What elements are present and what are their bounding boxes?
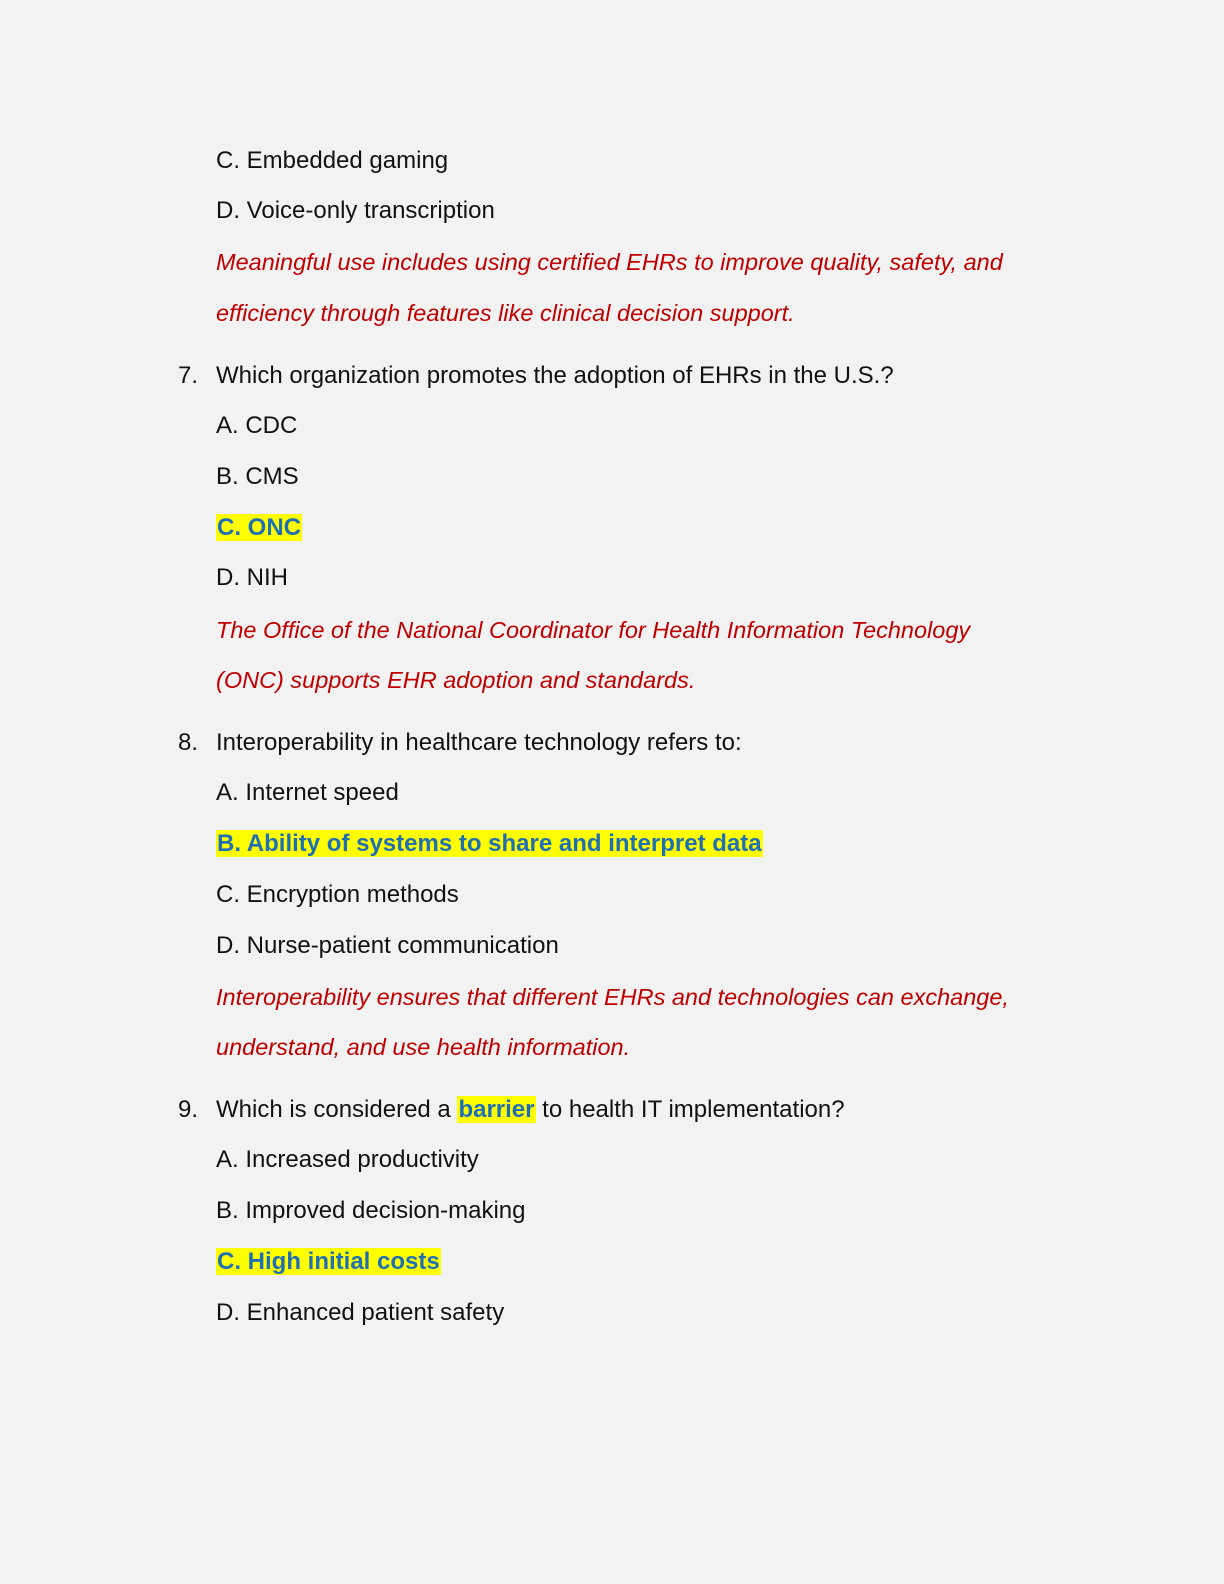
q7-question: Which organization promotes the adoption of EHRs in the U.S.? — [216, 362, 894, 389]
q9-option-a: A. Increased productivity — [216, 1146, 479, 1173]
q9-question — [216, 1094, 845, 1126]
q9-option-c-correct — [216, 1246, 441, 1278]
q9-option-b: B. Improved decision-making — [216, 1197, 526, 1224]
q9-question-highlight: barrier — [458, 1096, 535, 1123]
q7-explanation-line-1: The Office of the National Coordinator for Health Information Technology — [216, 617, 971, 643]
q8-number: 8. — [178, 729, 199, 756]
q8-explanation-line-2: understand, and use health information. — [216, 1034, 631, 1060]
q9-question-before: Which is considered a — [216, 1096, 451, 1123]
q9-number: 9. — [178, 1096, 199, 1123]
q9-correct-answer-highlight: C. High initial costs — [217, 1248, 440, 1275]
q7-number: 7. — [178, 362, 199, 389]
q8-option-b-correct — [216, 828, 763, 860]
q6-explanation-line-1: Meaningful use includes using certified EHRs to improve quality, safety, and — [216, 249, 1003, 275]
q7-option-b: B. CMS — [216, 463, 299, 490]
q8-explanation-line-1: Interoperability ensures that different EHRs and technologies can exchange, — [216, 984, 1009, 1010]
q9-question-after: to health IT implementation? — [542, 1096, 845, 1123]
q8-option-a: A. Internet speed — [216, 779, 399, 806]
q7-option-a: A. CDC — [216, 412, 298, 439]
q6-option-d: D. Voice-only transcription — [216, 197, 495, 224]
q9-option-d: D. Enhanced patient safety — [216, 1299, 505, 1326]
q7-option-d: D. NIH — [216, 564, 288, 591]
q7-option-c-correct — [216, 512, 302, 544]
q8-question: Interoperability in healthcare technology refers to: — [216, 729, 742, 756]
q7-explanation-line-2: (ONC) supports EHR adoption and standards. — [216, 667, 696, 693]
q8-correct-answer-highlight: B. Ability of systems to share and interpret data — [217, 830, 762, 857]
q6-option-c: C. Embedded gaming — [216, 147, 449, 174]
q8-option-d: D. Nurse-patient communication — [216, 932, 559, 959]
q8-option-c: C. Encryption methods — [216, 881, 459, 908]
q6-explanation-line-2: efficiency through features like clinical decision support. — [216, 300, 795, 326]
q7-correct-answer-highlight: C. ONC — [217, 514, 301, 541]
